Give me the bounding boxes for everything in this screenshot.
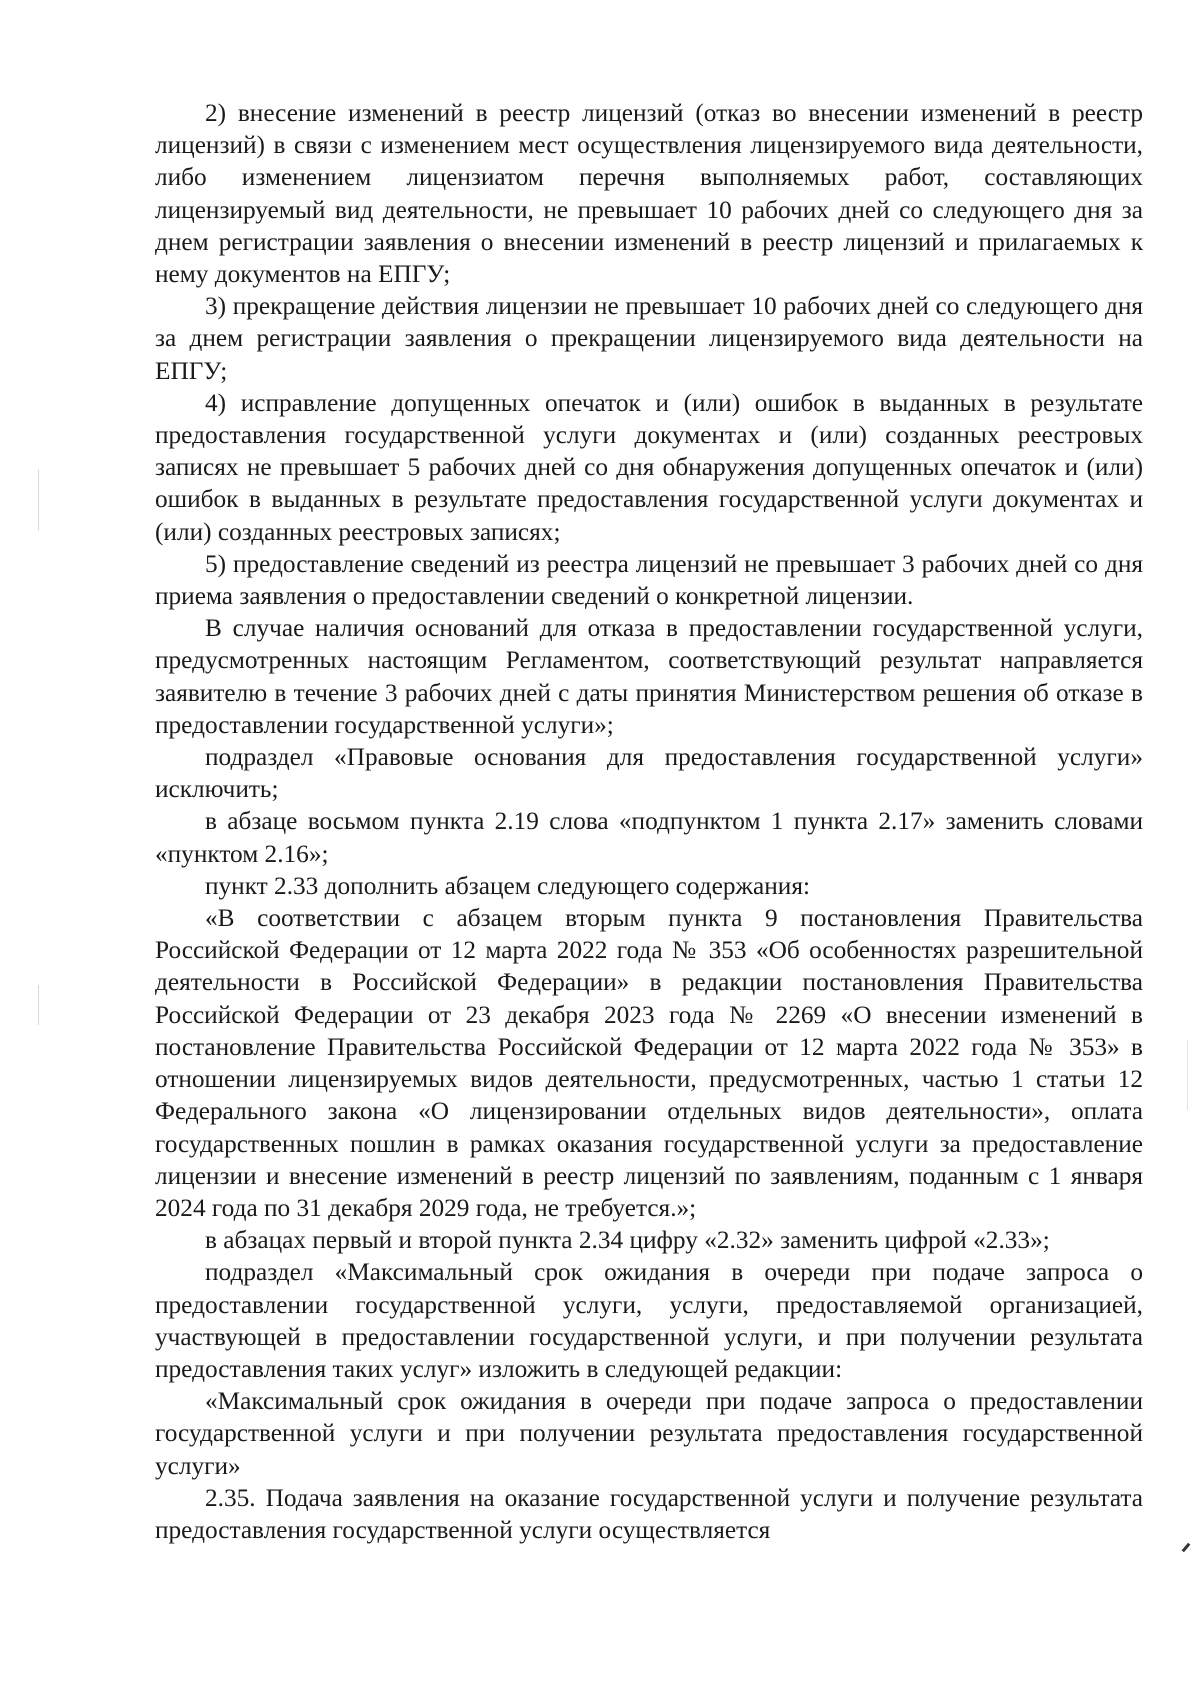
paragraph-legal-basis-removal: подраздел «Правовые основания для предоставления государственной услуги» исключить; (155, 743, 1143, 804)
paragraph-amend-2-33: пункт 2.33 дополнить абзацем следующего содержания: (205, 871, 810, 900)
paragraph-item-2: 2) внесение изменений в реестр лицензий (отказ во внесении изменений в реестр лицензий) в связи с изменением мест осуществления лицензируемого вида деятельности, либо изменением лицензиатом перечня выполняемых работ, составляющих лицензируемый вид деятельности, не превышает 10 рабочих дней со следующего дня за днем регистрации заявления о внесении изменений в реестр лицензий и прилагаемых к нему документов на ЕПГУ; (155, 99, 1143, 289)
paragraph-new-subsection-title: «Максимальный срок ожидания в очереди при подаче запроса о предоставлении государственной услуги и при получении результата предоставления государственной услуги» (155, 1387, 1143, 1480)
paragraph-amend-2-34: в абзацах первый и второй пункта 2.34 цифру «2.32» заменить цифрой «2.33»; (205, 1226, 1050, 1255)
scan-margin-mark (38, 470, 39, 530)
paragraph-amend-2-19: в абзаце восьмом пункта 2.19 слова «подпунктом 1 пункта 2.17» заменить словами «пунктом 2.16»; (155, 807, 1143, 868)
paragraph-2-35: 2.35. Подача заявления на оказание государственной услуги и получение результата предоставления государственной услуги осуществляется (155, 1483, 1143, 1544)
paragraph-subsection-waiting-time: подраздел «Максимальный срок ожидания в очереди при подаче запроса о предоставлении государственной услуги, услуги, предоставляемой организацией, участвующей в предоставлении государственной услуги, и при получении результата предоставления таких услуг» изложить в следующей редакции: (155, 1258, 1143, 1383)
scan-artifact-mark (1182, 1543, 1191, 1553)
scan-margin-mark (1187, 1040, 1188, 1110)
paragraph-item-3: 3) прекращение действия лицензии не превышает 10 рабочих дней со следующего дня за днем регистрации заявления о прекращении лицензируемого вида деятельности на ЕПГУ; (155, 292, 1143, 385)
document-body (155, 97, 1143, 1546)
paragraph-item-4: 4) исправление допущенных опечаток и (или) ошибок в выданных в результате предоставления государственной услуги документах и (или) созданных реестровых записях не превышает 5 рабочих дней со дня обнаружения допущенных опечаток и (или) ошибок в выданных в результате предоставления государственной услуги документах и (или) созданных реестровых записях; (155, 388, 1143, 546)
paragraph-quoted-addition: «В соответствии с абзацем вторым пункта 9 постановления Правительства Российской Федерации от 12 марта 2022 года № 353 «Об особенностях разрешительной деятельности в Российской Федерации» в редакции постановления Правительства Российской Федерации от 23 декабря 2023 года № 2269 «О внесении изменений в постановление Правительства Российской Федерации от 12 марта 2022 года № 353» в отношении лицензируемых видов деятельности, предусмотренных, частью 1 статьи 12 Федерального закона «О лицензировании отдельных видов деятельности», оплата государственных пошлин в рамках оказания государственной услуги за предоставление лицензии и внесение изменений в реестр лицензий по заявлениям, поданным с 1 января 2024 года по 31 декабря 2029 года, не требуется.»; (155, 904, 1143, 1222)
paragraph-item-5: 5) предоставление сведений из реестра лицензий не превышает 3 рабочих дней со дня приема заявления о предоставлении сведений о конкретной лицензии. (155, 549, 1143, 611)
scan-margin-mark (38, 985, 39, 1025)
paragraph-refusal-case: В случае наличия оснований для отказа в предоставлении государственной услуги, предусмотренных настоящим Регламентом, соответствующий результат направляется заявителю в течение 3 рабочих дней с даты принятия Министерством решения об отказе в предоставлении государственной услуги»; (155, 614, 1143, 739)
